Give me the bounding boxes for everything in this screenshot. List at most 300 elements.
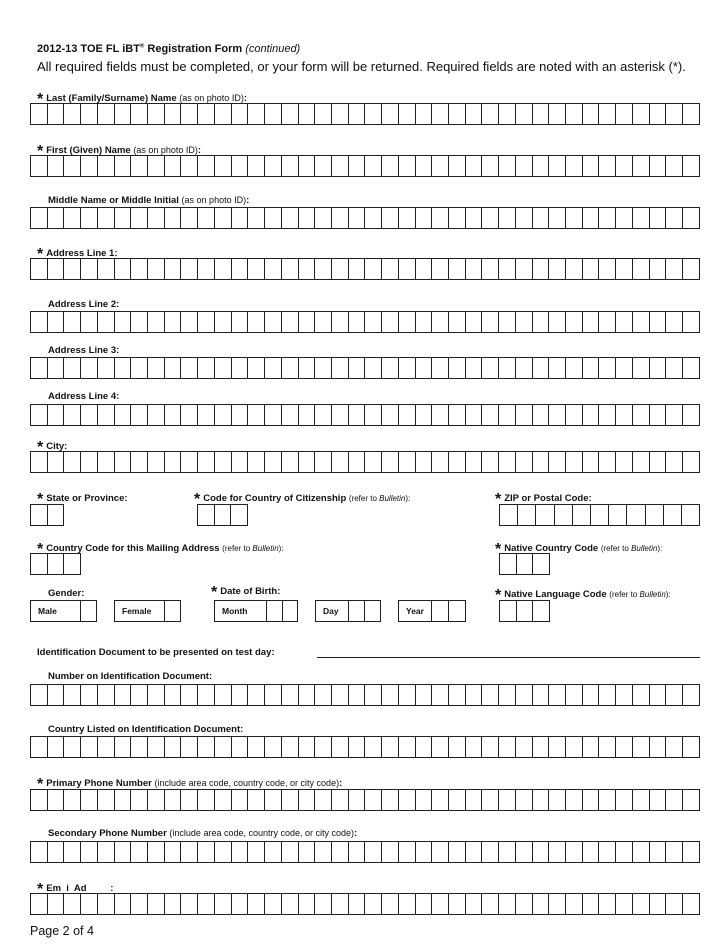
character-box[interactable]	[566, 358, 583, 378]
character-box[interactable]	[332, 358, 349, 378]
character-box[interactable]	[131, 842, 148, 862]
character-box[interactable]	[432, 358, 449, 378]
character-box[interactable]	[382, 156, 399, 176]
character-box[interactable]	[31, 505, 48, 525]
character-box[interactable]	[349, 208, 366, 228]
character-box[interactable]	[349, 790, 366, 810]
character-box[interactable]	[382, 685, 399, 705]
character-box[interactable]	[516, 156, 533, 176]
character-box[interactable]	[449, 156, 466, 176]
character-box[interactable]	[482, 312, 499, 332]
character-box[interactable]	[332, 452, 349, 472]
character-box[interactable]	[315, 312, 332, 332]
character-box[interactable]	[365, 104, 382, 124]
character-box[interactable]	[248, 894, 265, 914]
character-box[interactable]	[198, 358, 215, 378]
character-box[interactable]	[599, 894, 616, 914]
character-box[interactable]	[683, 208, 700, 228]
character-box[interactable]	[282, 104, 299, 124]
character-box[interactable]	[566, 208, 583, 228]
character-box[interactable]	[299, 737, 316, 757]
character-box[interactable]	[349, 405, 366, 425]
character-box[interactable]	[616, 208, 633, 228]
character-box[interactable]	[349, 156, 366, 176]
character-box[interactable]	[181, 312, 198, 332]
character-box[interactable]	[683, 842, 700, 862]
address-line-4-input[interactable]	[30, 404, 700, 426]
character-box[interactable]	[115, 405, 132, 425]
character-box[interactable]	[432, 685, 449, 705]
character-box[interactable]	[131, 894, 148, 914]
character-box[interactable]	[165, 312, 182, 332]
character-box[interactable]	[232, 737, 249, 757]
character-box[interactable]	[466, 312, 483, 332]
character-box[interactable]	[516, 312, 533, 332]
character-box[interactable]	[399, 685, 416, 705]
character-box[interactable]	[516, 452, 533, 472]
character-box[interactable]	[432, 452, 449, 472]
character-box[interactable]	[265, 156, 282, 176]
character-box[interactable]	[282, 737, 299, 757]
character-box[interactable]	[349, 259, 366, 279]
character-box[interactable]	[499, 156, 516, 176]
character-box[interactable]	[533, 104, 550, 124]
character-box[interactable]	[449, 842, 466, 862]
character-box[interactable]	[449, 312, 466, 332]
character-box[interactable]	[332, 208, 349, 228]
character-box[interactable]	[633, 405, 650, 425]
character-box[interactable]	[148, 358, 165, 378]
character-box[interactable]	[399, 259, 416, 279]
character-box[interactable]	[64, 842, 81, 862]
character-box[interactable]	[98, 737, 115, 757]
character-box[interactable]	[315, 208, 332, 228]
character-box[interactable]	[165, 452, 182, 472]
character-box[interactable]	[650, 312, 667, 332]
character-box[interactable]	[573, 505, 591, 525]
character-box[interactable]	[248, 685, 265, 705]
character-box[interactable]	[382, 312, 399, 332]
character-box[interactable]	[31, 790, 48, 810]
character-box[interactable]	[466, 452, 483, 472]
character-box[interactable]	[432, 737, 449, 757]
character-box[interactable]	[399, 104, 416, 124]
character-box[interactable]	[315, 104, 332, 124]
character-box[interactable]	[215, 312, 232, 332]
character-box[interactable]	[215, 790, 232, 810]
character-box[interactable]	[165, 104, 182, 124]
character-box[interactable]	[215, 894, 232, 914]
dob-day-input[interactable]	[348, 600, 381, 622]
character-box[interactable]	[633, 737, 650, 757]
character-box[interactable]	[198, 312, 215, 332]
character-box[interactable]	[517, 554, 534, 574]
character-box[interactable]	[399, 452, 416, 472]
character-box[interactable]	[315, 156, 332, 176]
character-box[interactable]	[583, 104, 600, 124]
character-box[interactable]	[115, 358, 132, 378]
character-box[interactable]	[48, 737, 65, 757]
character-box[interactable]	[466, 259, 483, 279]
character-box[interactable]	[683, 685, 700, 705]
character-box[interactable]	[198, 259, 215, 279]
character-box[interactable]	[533, 208, 550, 228]
character-box[interactable]	[265, 452, 282, 472]
character-box[interactable]	[516, 685, 533, 705]
character-box[interactable]	[683, 405, 700, 425]
character-box[interactable]	[299, 790, 316, 810]
character-box[interactable]	[416, 104, 433, 124]
character-box[interactable]	[566, 452, 583, 472]
character-box[interactable]	[616, 894, 633, 914]
character-box[interactable]	[81, 842, 98, 862]
character-box[interactable]	[633, 156, 650, 176]
character-box[interactable]	[98, 405, 115, 425]
character-box[interactable]	[98, 685, 115, 705]
character-box[interactable]	[650, 156, 667, 176]
character-box[interactable]	[482, 405, 499, 425]
email-input[interactable]	[30, 893, 700, 915]
character-box[interactable]	[616, 312, 633, 332]
character-box[interactable]	[148, 156, 165, 176]
character-box[interactable]	[265, 842, 282, 862]
character-box[interactable]	[549, 104, 566, 124]
character-box[interactable]	[616, 452, 633, 472]
address-line-1-input[interactable]	[30, 258, 700, 280]
character-box[interactable]	[682, 505, 700, 525]
character-box[interactable]	[198, 405, 215, 425]
character-box[interactable]	[181, 737, 198, 757]
character-box[interactable]	[265, 104, 282, 124]
male-checkbox[interactable]	[80, 600, 97, 622]
character-box[interactable]	[432, 405, 449, 425]
character-box[interactable]	[666, 790, 683, 810]
character-box[interactable]	[566, 405, 583, 425]
character-box[interactable]	[499, 259, 516, 279]
character-box[interactable]	[64, 790, 81, 810]
character-box[interactable]	[650, 104, 667, 124]
character-box[interactable]	[332, 405, 349, 425]
character-box[interactable]	[516, 737, 533, 757]
character-box[interactable]	[48, 505, 65, 525]
character-box[interactable]	[148, 685, 165, 705]
character-box[interactable]	[365, 312, 382, 332]
character-box[interactable]	[566, 104, 583, 124]
character-box[interactable]	[181, 685, 198, 705]
character-box[interactable]	[98, 842, 115, 862]
character-box[interactable]	[315, 790, 332, 810]
character-box[interactable]	[265, 358, 282, 378]
character-box[interactable]	[31, 312, 48, 332]
character-box[interactable]	[499, 358, 516, 378]
character-box[interactable]	[633, 208, 650, 228]
character-box[interactable]	[599, 842, 616, 862]
character-box[interactable]	[599, 104, 616, 124]
character-box[interactable]	[650, 737, 667, 757]
character-box[interactable]	[148, 894, 165, 914]
character-box[interactable]	[198, 737, 215, 757]
character-box[interactable]	[599, 259, 616, 279]
character-box[interactable]	[499, 685, 516, 705]
character-box[interactable]	[332, 104, 349, 124]
character-box[interactable]	[232, 452, 249, 472]
character-box[interactable]	[131, 685, 148, 705]
character-box[interactable]	[299, 405, 316, 425]
address-line-3-input[interactable]	[30, 357, 700, 379]
character-box[interactable]	[81, 737, 98, 757]
character-box[interactable]	[583, 405, 600, 425]
character-box[interactable]	[315, 405, 332, 425]
character-box[interactable]	[666, 358, 683, 378]
character-box[interactable]	[282, 405, 299, 425]
character-box[interactable]	[115, 156, 132, 176]
character-box[interactable]	[115, 208, 132, 228]
character-box[interactable]	[198, 452, 215, 472]
character-box[interactable]	[282, 156, 299, 176]
character-box[interactable]	[499, 104, 516, 124]
character-box[interactable]	[282, 452, 299, 472]
character-box[interactable]	[664, 505, 682, 525]
character-box[interactable]	[215, 685, 232, 705]
character-box[interactable]	[533, 156, 550, 176]
character-box[interactable]	[282, 894, 299, 914]
character-box[interactable]	[365, 790, 382, 810]
character-box[interactable]	[265, 208, 282, 228]
primary-phone-input[interactable]	[30, 789, 700, 811]
character-box[interactable]	[466, 842, 483, 862]
character-box[interactable]	[482, 259, 499, 279]
character-box[interactable]	[382, 104, 399, 124]
character-box[interactable]	[232, 685, 249, 705]
character-box[interactable]	[482, 737, 499, 757]
state-input[interactable]	[30, 504, 64, 526]
character-box[interactable]	[282, 312, 299, 332]
character-box[interactable]	[181, 259, 198, 279]
character-box[interactable]	[416, 312, 433, 332]
character-box[interactable]	[633, 685, 650, 705]
character-box[interactable]	[98, 104, 115, 124]
city-input[interactable]	[30, 451, 700, 473]
character-box[interactable]	[299, 259, 316, 279]
character-box[interactable]	[449, 405, 466, 425]
character-box[interactable]	[666, 842, 683, 862]
character-box[interactable]	[516, 104, 533, 124]
character-box[interactable]	[449, 601, 466, 621]
character-box[interactable]	[181, 452, 198, 472]
character-box[interactable]	[449, 685, 466, 705]
character-box[interactable]	[365, 842, 382, 862]
character-box[interactable]	[98, 452, 115, 472]
character-box[interactable]	[267, 601, 283, 621]
last-name-input[interactable]	[30, 103, 700, 125]
character-box[interactable]	[64, 685, 81, 705]
character-box[interactable]	[48, 358, 65, 378]
character-box[interactable]	[332, 894, 349, 914]
character-box[interactable]	[215, 842, 232, 862]
character-box[interactable]	[399, 358, 416, 378]
character-box[interactable]	[536, 505, 554, 525]
character-box[interactable]	[131, 104, 148, 124]
character-box[interactable]	[646, 505, 664, 525]
character-box[interactable]	[432, 790, 449, 810]
character-box[interactable]	[31, 208, 48, 228]
character-box[interactable]	[583, 685, 600, 705]
character-box[interactable]	[64, 312, 81, 332]
character-box[interactable]	[299, 156, 316, 176]
character-box[interactable]	[332, 312, 349, 332]
character-box[interactable]	[566, 894, 583, 914]
secondary-phone-input[interactable]	[30, 841, 700, 863]
character-box[interactable]	[549, 737, 566, 757]
character-box[interactable]	[516, 405, 533, 425]
character-box[interactable]	[382, 358, 399, 378]
character-box[interactable]	[566, 842, 583, 862]
character-box[interactable]	[315, 452, 332, 472]
character-box[interactable]	[248, 842, 265, 862]
character-box[interactable]	[566, 259, 583, 279]
character-box[interactable]	[64, 452, 81, 472]
character-box[interactable]	[165, 358, 182, 378]
character-box[interactable]	[282, 208, 299, 228]
character-box[interactable]	[549, 842, 566, 862]
character-box[interactable]	[599, 312, 616, 332]
character-box[interactable]	[215, 737, 232, 757]
character-box[interactable]	[232, 790, 249, 810]
character-box[interactable]	[64, 208, 81, 228]
character-box[interactable]	[416, 156, 433, 176]
character-box[interactable]	[516, 208, 533, 228]
character-box[interactable]	[148, 790, 165, 810]
character-box[interactable]	[566, 312, 583, 332]
character-box[interactable]	[215, 156, 232, 176]
character-box[interactable]	[181, 156, 198, 176]
character-box[interactable]	[516, 842, 533, 862]
character-box[interactable]	[482, 894, 499, 914]
character-box[interactable]	[650, 685, 667, 705]
character-box[interactable]	[382, 894, 399, 914]
character-box[interactable]	[566, 685, 583, 705]
character-box[interactable]	[48, 312, 65, 332]
character-box[interactable]	[382, 790, 399, 810]
character-box[interactable]	[81, 208, 98, 228]
character-box[interactable]	[48, 208, 65, 228]
character-box[interactable]	[31, 737, 48, 757]
citizenship-code-input[interactable]	[197, 504, 248, 526]
character-box[interactable]	[48, 104, 65, 124]
character-box[interactable]	[31, 452, 48, 472]
character-box[interactable]	[549, 894, 566, 914]
character-box[interactable]	[549, 259, 566, 279]
character-box[interactable]	[181, 405, 198, 425]
native-language-input[interactable]	[499, 600, 550, 622]
character-box[interactable]	[616, 156, 633, 176]
character-box[interactable]	[248, 737, 265, 757]
character-box[interactable]	[115, 452, 132, 472]
female-checkbox[interactable]	[164, 600, 181, 622]
id-document-input-line[interactable]	[317, 657, 700, 658]
character-box[interactable]	[365, 737, 382, 757]
character-box[interactable]	[131, 259, 148, 279]
character-box[interactable]	[198, 790, 215, 810]
character-box[interactable]	[349, 452, 366, 472]
character-box[interactable]	[482, 104, 499, 124]
middle-name-input[interactable]	[30, 207, 700, 229]
character-box[interactable]	[466, 156, 483, 176]
character-box[interactable]	[466, 737, 483, 757]
character-box[interactable]	[555, 505, 573, 525]
character-box[interactable]	[416, 842, 433, 862]
character-box[interactable]	[500, 505, 518, 525]
character-box[interactable]	[148, 312, 165, 332]
character-box[interactable]	[416, 685, 433, 705]
character-box[interactable]	[115, 842, 132, 862]
character-box[interactable]	[98, 894, 115, 914]
character-box[interactable]	[165, 842, 182, 862]
character-box[interactable]	[533, 452, 550, 472]
character-box[interactable]	[349, 358, 366, 378]
character-box[interactable]	[650, 358, 667, 378]
character-box[interactable]	[299, 685, 316, 705]
character-box[interactable]	[599, 208, 616, 228]
character-box[interactable]	[583, 312, 600, 332]
character-box[interactable]	[399, 405, 416, 425]
character-box[interactable]	[466, 685, 483, 705]
character-box[interactable]	[232, 208, 249, 228]
character-box[interactable]	[64, 894, 81, 914]
character-box[interactable]	[198, 842, 215, 862]
character-box[interactable]	[148, 842, 165, 862]
character-box[interactable]	[416, 737, 433, 757]
character-box[interactable]	[215, 208, 232, 228]
character-box[interactable]	[265, 737, 282, 757]
character-box[interactable]	[516, 358, 533, 378]
character-box[interactable]	[382, 405, 399, 425]
character-box[interactable]	[499, 894, 516, 914]
native-country-input[interactable]	[499, 553, 550, 575]
character-box[interactable]	[165, 737, 182, 757]
character-box[interactable]	[48, 156, 65, 176]
character-box[interactable]	[517, 601, 534, 621]
dob-month-input[interactable]	[266, 600, 298, 622]
character-box[interactable]	[365, 156, 382, 176]
character-box[interactable]	[48, 894, 65, 914]
character-box[interactable]	[533, 790, 550, 810]
character-box[interactable]	[349, 685, 366, 705]
character-box[interactable]	[666, 894, 683, 914]
character-box[interactable]	[299, 842, 316, 862]
character-box[interactable]	[215, 452, 232, 472]
character-box[interactable]	[115, 104, 132, 124]
character-box[interactable]	[533, 259, 550, 279]
character-box[interactable]	[449, 737, 466, 757]
character-box[interactable]	[650, 452, 667, 472]
character-box[interactable]	[282, 358, 299, 378]
character-box[interactable]	[98, 358, 115, 378]
character-box[interactable]	[265, 894, 282, 914]
character-box[interactable]	[549, 358, 566, 378]
character-box[interactable]	[482, 842, 499, 862]
character-box[interactable]	[416, 358, 433, 378]
character-box[interactable]	[332, 685, 349, 705]
character-box[interactable]	[81, 790, 98, 810]
character-box[interactable]	[650, 259, 667, 279]
character-box[interactable]	[282, 790, 299, 810]
character-box[interactable]	[115, 737, 132, 757]
character-box[interactable]	[165, 156, 182, 176]
character-box[interactable]	[81, 452, 98, 472]
character-box[interactable]	[416, 452, 433, 472]
character-box[interactable]	[81, 601, 97, 621]
